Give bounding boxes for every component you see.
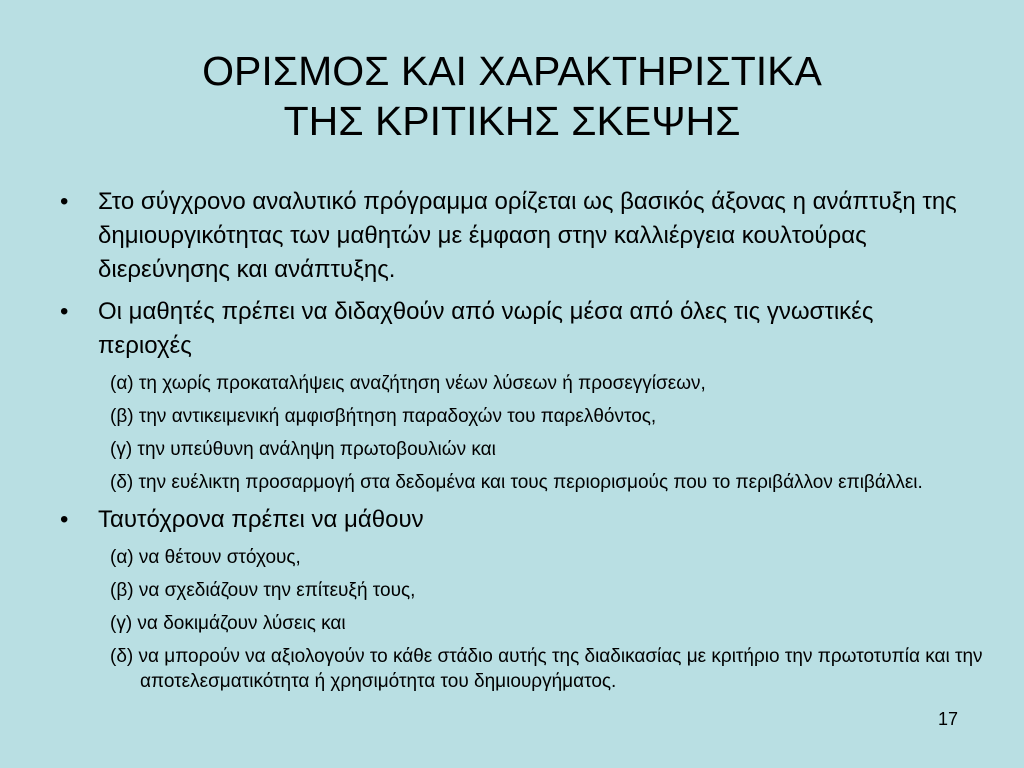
subitem-2-c: (γ) την υπεύθυνη ανάληψη πρωτοβουλιών και	[110, 439, 496, 460]
subitem-2-d: (δ) την ευέλικτη προσαρμογή στα δεδομένα και τους περιορισμούς που το περιβάλλον επιβάλλει.	[110, 472, 923, 493]
bullet-item-2	[58, 295, 958, 363]
bullet-item-3	[58, 503, 958, 537]
bullet-2-subitems	[110, 371, 958, 495]
bullet-dot-icon: •	[60, 188, 69, 215]
subitem-3-b: (β) να σχεδιάζουν την επίτευξή τους,	[110, 580, 416, 601]
subitem-2-b: (β) την αντικειμενική αμφισβήτηση παραδοχών του παρελθόντος,	[110, 406, 657, 427]
bullet-text-1: Στο σύγχρονο αναλυτικό πρόγραμμα ορίζεται ως βασικός άξονας η ανάπτυξη της δημιουργικότητας των μαθητών με έμφαση στην καλλιέργεια κουλτούρας διερεύνησης και ανάπτυξης.	[98, 188, 957, 283]
page-number: 17	[938, 709, 959, 729]
subitem-3-a: (α) να θέτουν στόχους,	[110, 547, 301, 568]
subitem-2-a: (α) τη χωρίς προκαταλήψεις αναζήτηση νέων λύσεων ή προσεγγίσεων,	[110, 373, 706, 394]
subitem-3-d: (δ) να μπορούν να αξιολογούν το κάθε στάδιο αυτής της διαδικασίας με κριτήριο την πρωτοτυπία και την αποτελεσματικότητα ή χρησιμότητα του δημιουργήματος.	[110, 646, 983, 692]
bullet-text-3: Ταυτόχρονα πρέπει να μάθουν	[98, 506, 424, 533]
bullet-dot-icon: •	[60, 298, 69, 325]
slide-title-line-2: ΤΗΣ ΚΡΙΤΙΚΗΣ ΣΚΕΨΗΣ	[283, 98, 741, 144]
bullet-3-subitems	[110, 545, 983, 694]
bullet-text-2: Οι μαθητές πρέπει να διδαχθούν από νωρίς μέσα από όλες τις γνωστικές περιοχές	[98, 298, 874, 359]
slide-title-line-1: ΟΡΙΣΜΟΣ ΚΑΙ ΧΑΡΑΚΤΗΡΙΣΤΙΚΑ	[202, 48, 822, 94]
slide-title	[0, 46, 1024, 146]
bullet-item-1	[58, 185, 958, 287]
subitem-3-c: (γ) να δοκιμάζουν λύσεις και	[110, 613, 346, 634]
bullet-list	[58, 185, 983, 702]
bullet-dot-icon: •	[60, 506, 69, 533]
